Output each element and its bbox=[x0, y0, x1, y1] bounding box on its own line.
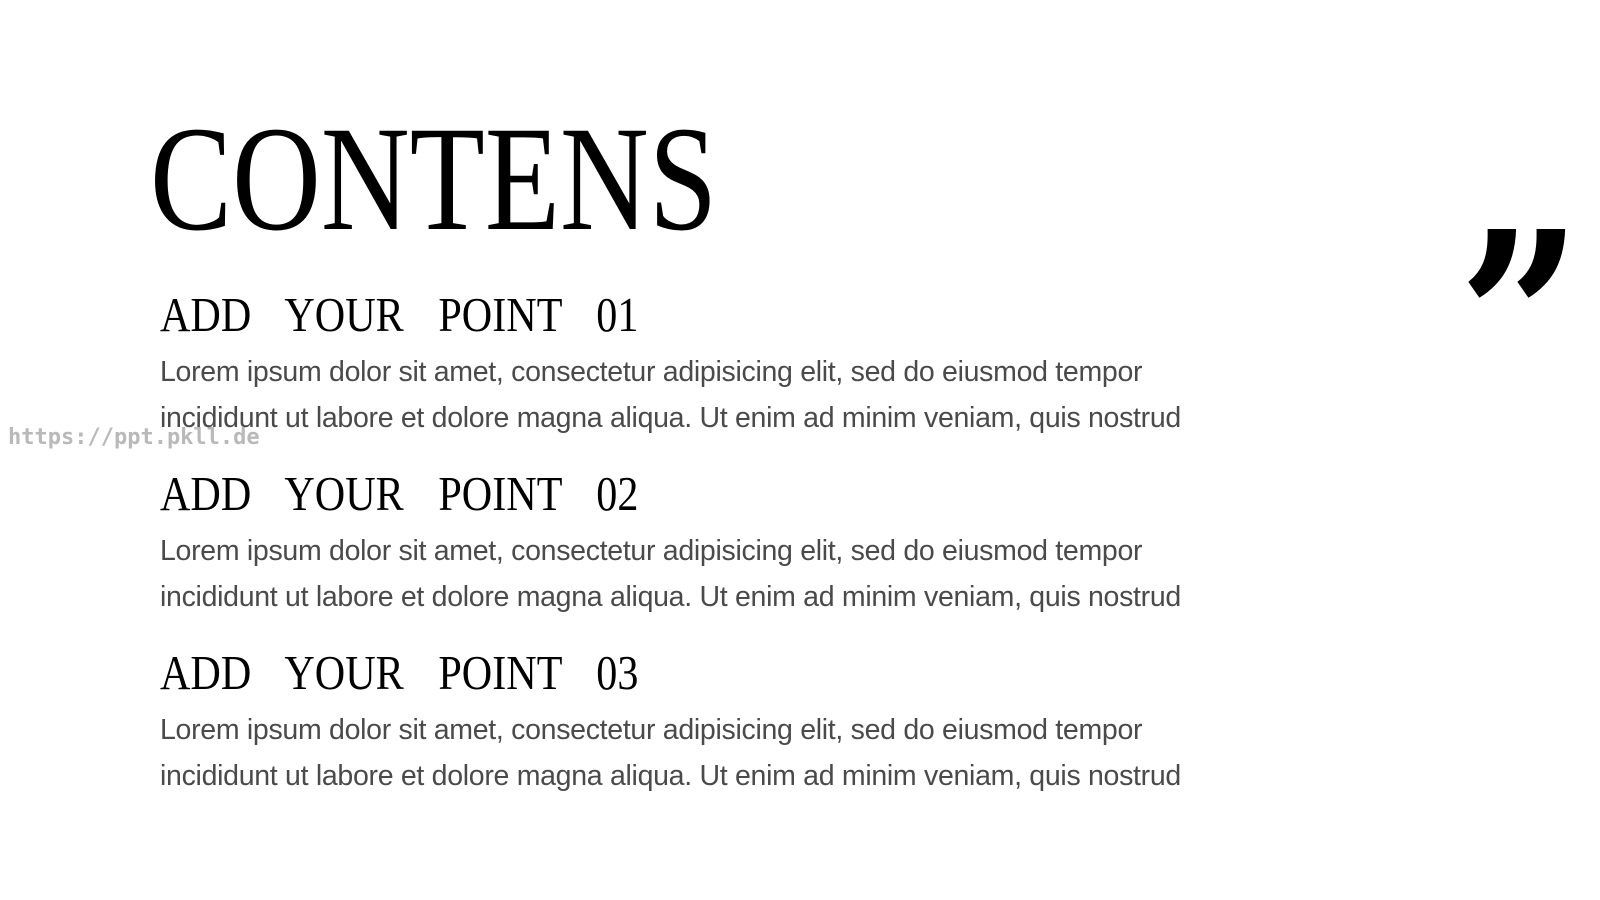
point-body bbox=[160, 349, 1340, 441]
point-heading: ADD YOUR POINT 01 bbox=[160, 287, 639, 342]
slide-title: CONTENS bbox=[150, 96, 718, 262]
point-body bbox=[160, 707, 1340, 799]
watermark-text: https://ppt.pkll.de bbox=[8, 425, 260, 450]
point-item-02 bbox=[160, 466, 1340, 620]
point-body-line: incididunt ut labore et dolore magna aliqua. Ut enim ad minim veniam, quis nostrud bbox=[160, 402, 1181, 434]
point-body-line: Lorem ipsum dolor sit amet, consectetur adipisicing elit, sed do eiusmod tempor bbox=[160, 714, 1143, 746]
point-item-01 bbox=[160, 287, 1340, 441]
point-body-line: Lorem ipsum dolor sit amet, consectetur adipisicing elit, sed do eiusmod tempor bbox=[160, 535, 1143, 567]
point-heading: ADD YOUR POINT 03 bbox=[160, 645, 639, 700]
point-item-03 bbox=[160, 645, 1340, 799]
point-heading: ADD YOUR POINT 02 bbox=[160, 466, 639, 521]
point-body-line: Lorem ipsum dolor sit amet, consectetur adipisicing elit, sed do eiusmod tempor bbox=[160, 356, 1143, 388]
closing-quote-icon: ” bbox=[1458, 179, 1583, 461]
point-body bbox=[160, 528, 1340, 620]
point-body-line: incididunt ut labore et dolore magna aliqua. Ut enim ad minim veniam, quis nostrud bbox=[160, 581, 1181, 613]
point-body-line: incididunt ut labore et dolore magna aliqua. Ut enim ad minim veniam, quis nostrud bbox=[160, 760, 1181, 792]
